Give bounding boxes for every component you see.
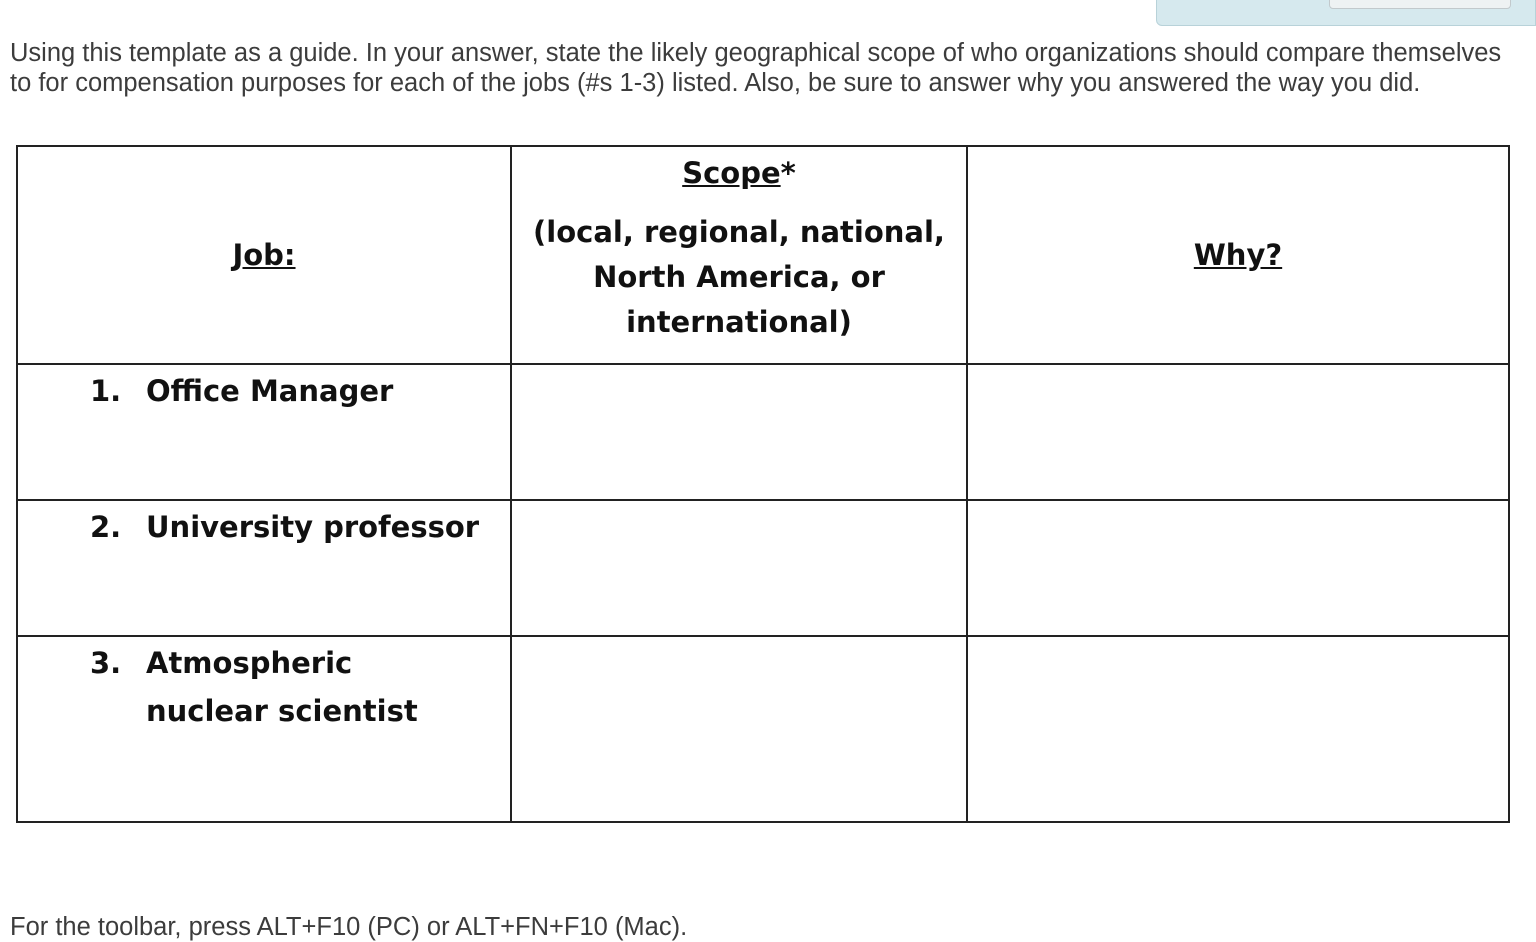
job-name: Office Manager [146, 374, 394, 408]
table-row [17, 636, 1509, 822]
job-number: 2. [90, 510, 122, 544]
job-cell [17, 636, 511, 822]
job-column-header [17, 146, 511, 364]
scope-header-title [512, 151, 966, 196]
question-instructions: Using this template as a guide. In your answer, state the likely geographical scope of who organizations should compare themselves to for compensation purposes for each of the jobs (#s 1-3) listed. Also, be sure to answer why you answered the way you did. [10, 39, 1502, 97]
scope-header-label: Scope [682, 156, 781, 190]
table-row [17, 500, 1509, 636]
table-header-row [17, 146, 1509, 364]
job-cell [17, 364, 511, 500]
job-header-label: Job: [232, 238, 296, 272]
scope-header-options: (local, regional, national, North America, or international) [533, 215, 945, 339]
why-answer-cell[interactable] [967, 500, 1509, 636]
why-column-header [967, 146, 1509, 364]
scope-answer-cell[interactable] [511, 364, 967, 500]
scope-answer-cell[interactable] [511, 500, 967, 636]
toolbar-button[interactable] [1329, 0, 1511, 9]
table-row [17, 364, 1509, 500]
job-scope-template-table [16, 145, 1510, 823]
job-cell [17, 500, 511, 636]
job-name: Atmospheric nuclear scientist [146, 646, 418, 728]
why-answer-cell[interactable] [967, 636, 1509, 822]
scope-header-asterisk: * [780, 156, 796, 190]
top-toolbar-panel [1156, 0, 1536, 26]
toolbar-hint-text: For the toolbar, press ALT+F10 (PC) or ALT+FN+F10 (Mac). [10, 913, 688, 941]
why-answer-cell[interactable] [967, 364, 1509, 500]
scope-answer-cell[interactable] [511, 636, 967, 822]
job-number: 3. [90, 646, 122, 680]
why-header-label: Why? [1193, 238, 1283, 272]
job-number: 1. [90, 374, 122, 408]
scope-column-header [511, 146, 967, 364]
job-name: University professor [146, 510, 480, 544]
